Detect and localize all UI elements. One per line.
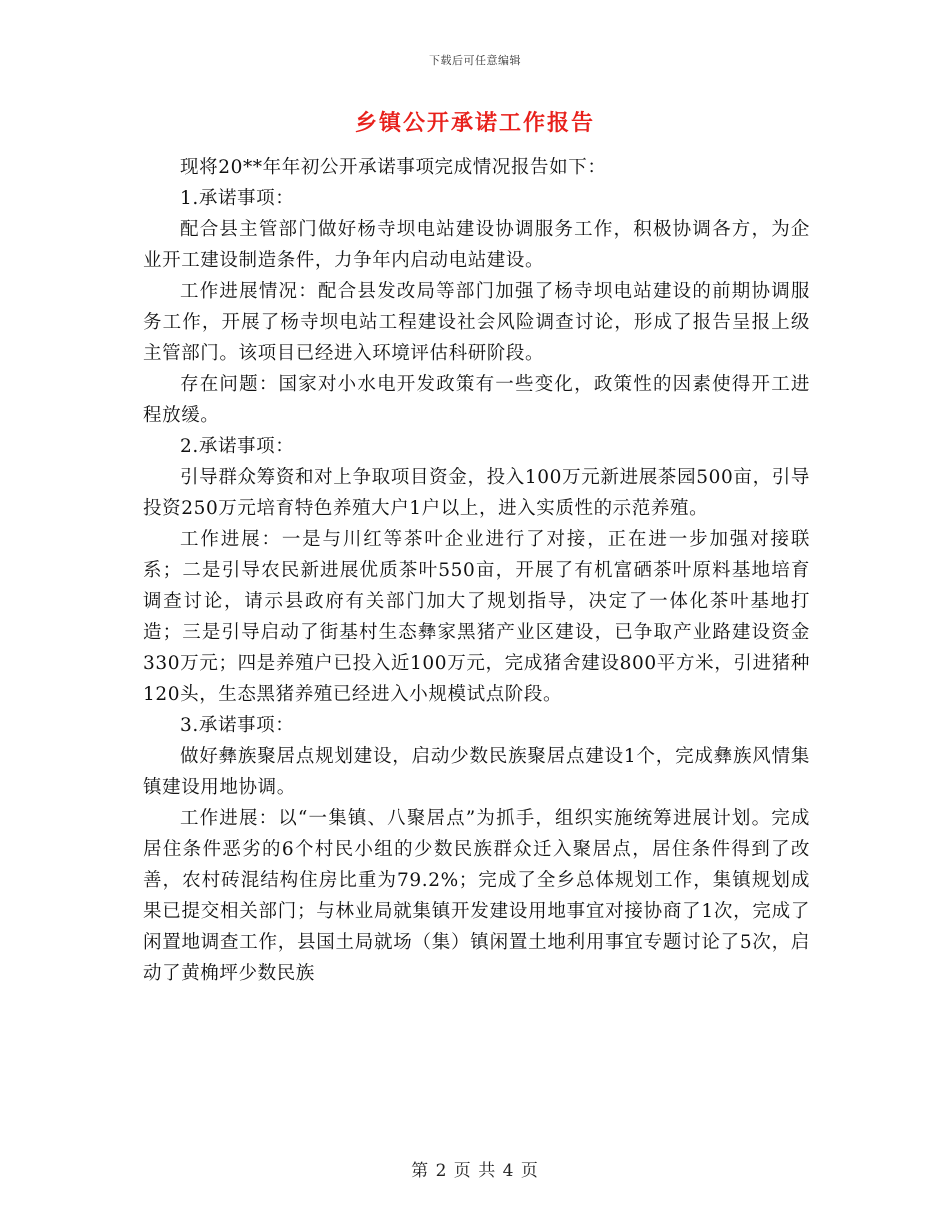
page-header-note: 下载后可任意编辑 <box>429 54 521 67</box>
document-body <box>143 152 810 989</box>
paragraph-commitment-2-heading: 2.承诺事项： <box>180 436 295 457</box>
paragraph-commitment-3-progress: 工作进展：以“一集镇、八聚居点”为抓手，组织实施统筹进展计划。完成居住条件恶劣的6个村民小组的少数民族群众迁入聚居点，居住条件得到了改善，农村砖混结构住房比重为79.2%；完成了全乡总体规划工作，集镇规划成果已提交相关部门；与林业局就集镇开发建设用地事宜对接协商了1次，完成了闲置地调查工作，县国土局就场（集）镇闲置土地利用事宜专题讨论了5次，启动了黄桷坪少数民族 <box>143 808 810 984</box>
paragraph-intro: 现将20**年年初公开承诺事项完成情况报告如下： <box>180 157 607 178</box>
paragraph-commitment-1-issues: 存在问题：国家对小水电开发政策有一些变化，政策性的因素使得开工进程放缓。 <box>143 374 810 426</box>
paragraph-commitment-3-heading: 3.承诺事项： <box>180 715 295 736</box>
paragraph-commitment-1-progress: 工作进展情况：配合县发改局等部门加强了杨寺坝电站建设的前期协调服务工作，开展了杨寺坝电站工程建设社会风险调查讨论，形成了报告呈报上级主管部门。该项目已经进入环境评估科研阶段。 <box>143 281 810 364</box>
paragraph-commitment-2-progress: 工作进展：一是与川红等茶叶企业进行了对接，正在进一步加强对接联系；二是引导农民新进展优质茶叶550亩，开展了有机富硒茶叶原料基地培育调查讨论，请示县政府有关部门加大了规划指导，决定了一体化茶叶基地打造；三是引导启动了街基村生态彝家黑猪产业区建设，已争取产业路建设资金330万元；四是养殖户已投入近100万元，完成猪舍建设800平方米，引进猪种120头，生态黑猪养殖已经进入小规模试点阶段。 <box>143 529 810 705</box>
paragraph-commitment-3-content: 做好彝族聚居点规划建设，启动少数民族聚居点建设1个，完成彝族风情集镇建设用地协调。 <box>143 746 810 798</box>
document-title: 乡镇公开承诺工作报告 <box>354 110 595 136</box>
paragraph-commitment-2-content: 引导群众筹资和对上争取项目资金，投入100万元新进展茶园500亩，引导投资250万元培育特色养殖大户1户以上，进入实质性的示范养殖。 <box>143 467 810 519</box>
paragraph-commitment-1-content: 配合县主管部门做好杨寺坝电站建设协调服务工作，积极协调各方，为企业开工建设制造条件，力争年内启动电站建设。 <box>143 219 810 271</box>
page-number: 第 2 页 共 4 页 <box>411 1161 539 1181</box>
paragraph-commitment-1-heading: 1.承诺事项： <box>180 188 295 209</box>
